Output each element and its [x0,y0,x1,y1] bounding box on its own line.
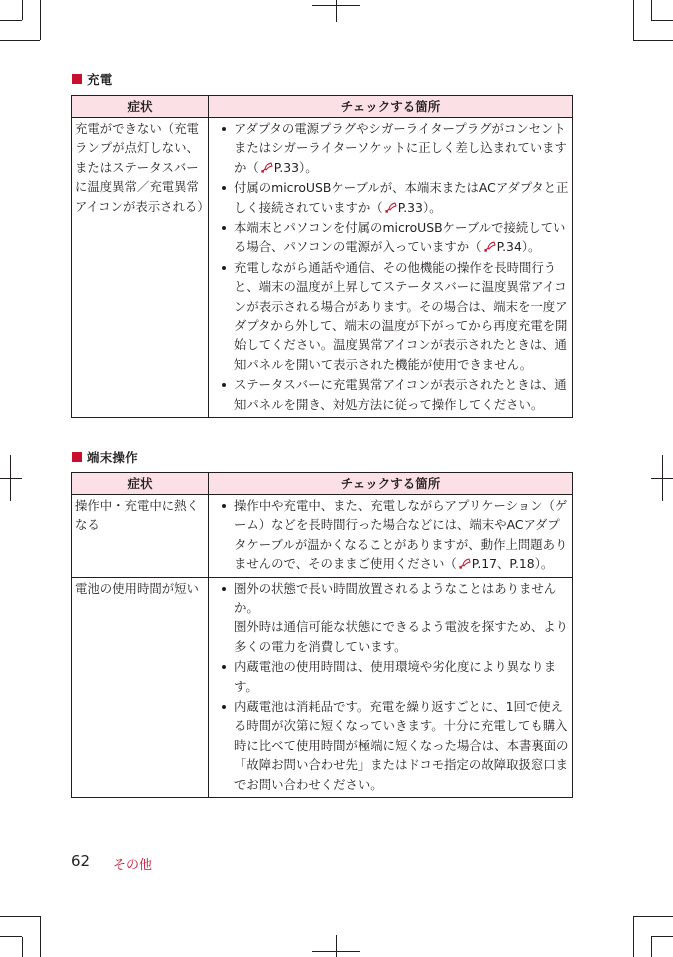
section-title-text: 充電 [87,72,113,87]
section-title-charging [72,70,112,88]
operation-table [71,472,573,798]
check-item [212,496,569,574]
check-text: 内蔵電池は消耗品です。充電を繰り返すごとに、1回で使える時間が次第に短くなっていきます。十分に充電しても購入時に比べて使用時間が極端に短くなった場合は、本書裏面の「故障お問い合わせ先」またはドコモ指定の故障取扱窓口までお問い合わせください。 [234,699,569,792]
check-item [212,258,569,374]
charging-table [71,95,573,418]
check-text-end: ）。 [422,199,442,215]
check-item [212,119,569,177]
symptom-cell: 操作中・充電中に熱くなる [72,495,209,578]
header-check: チェックする箇所 [209,96,573,118]
page-reference: P.33 [397,199,423,215]
table-row [72,495,573,578]
page-reference-icon [385,201,397,213]
page-reference: P.17、P.18 [471,556,535,572]
check-text-end: ）。 [299,159,318,175]
page-reference-icon [459,557,471,569]
page-reference-icon [484,240,496,252]
table-header-row [72,473,573,495]
table-header-row [72,96,573,118]
check-list [212,496,569,574]
section-title-operation [72,448,138,466]
check-text: 付属のmicroUSBケーブルが、本端末またはACアダプタと正しく接続されていますか（ [234,180,569,215]
check-item [212,657,569,696]
check-item [212,218,569,257]
check-text: 圏外の状態で長い時間放置されるようなことはありませんか。 [234,580,557,616]
header-symptom: 症状 [72,96,209,118]
check-text: ステータスバーに充電異常アイコンが表示されたときは、通知パネルを開き、対処方法に従って操作してください。 [234,377,567,412]
symptom-cell: 電池の使用時間が短い [72,577,209,797]
table-row [72,118,573,418]
table-row [72,577,573,797]
check-text-end: ）。 [534,556,554,572]
page-reference: P.33 [273,159,300,175]
check-list [212,579,569,794]
check-item [212,375,569,414]
check-item [212,697,569,794]
page-reference-icon [261,161,273,173]
check-item [212,579,569,657]
check-item [212,178,569,217]
section-square-icon [72,452,82,462]
section-square-icon [72,74,82,84]
symptom-cell: 充電ができない（充電ランプが点灯しない、またはステータスバーに温度異常／充電異常アイコンが表示される） [72,118,209,418]
check-text: アダプタの電源プラグやシガーライタープラグがコンセントまたはシガーライターソケットに正しく差し込まれていますか（ [234,121,567,175]
page-reference: P.34 [496,239,522,255]
check-text: 本端末とパソコンを付属のmicroUSBケーブルで接続している場合、パソコンの電源が入っていますか（ [234,220,566,255]
page-number: 62 [71,852,91,870]
check-list [212,119,569,414]
check-text: 操作中や充電中、また、充電しながらアプリケーション（ゲーム）などを長時間行った場合などには、端末やACアダプタケーブルが温かくなることがありますが、動作上問題ありませんので、そのままご使用ください（ [234,498,568,572]
header-symptom: 症状 [72,473,209,495]
check-text-end: ）。 [521,239,541,255]
check-text: 充電しながら通話や通信、その他機能の操作を長時間行うと、端末の温度が上昇してステータスバーに温度異常アイコンが表示される場合があります。その場合は、端末を一度アダプタから外して、端末の温度が下がってから再度充電を開始してください。温度異常アイコンが表示されたときは、通知パネルを開いて表示された機能が使用できません。 [234,259,568,372]
check-cell [209,118,573,418]
section-title-text: 端末操作 [87,450,138,465]
header-check: チェックする箇所 [209,473,573,495]
page-section-label: その他 [113,858,153,873]
check-text: 内蔵電池の使用時間は、使用環境や劣化度により異なります。 [234,659,557,694]
check-text: 圏外時は通信可能な状態にできるよう電波を探すため、より多くの電力を消費しています。 [234,619,569,654]
check-cell [209,577,573,797]
check-cell [209,495,573,578]
